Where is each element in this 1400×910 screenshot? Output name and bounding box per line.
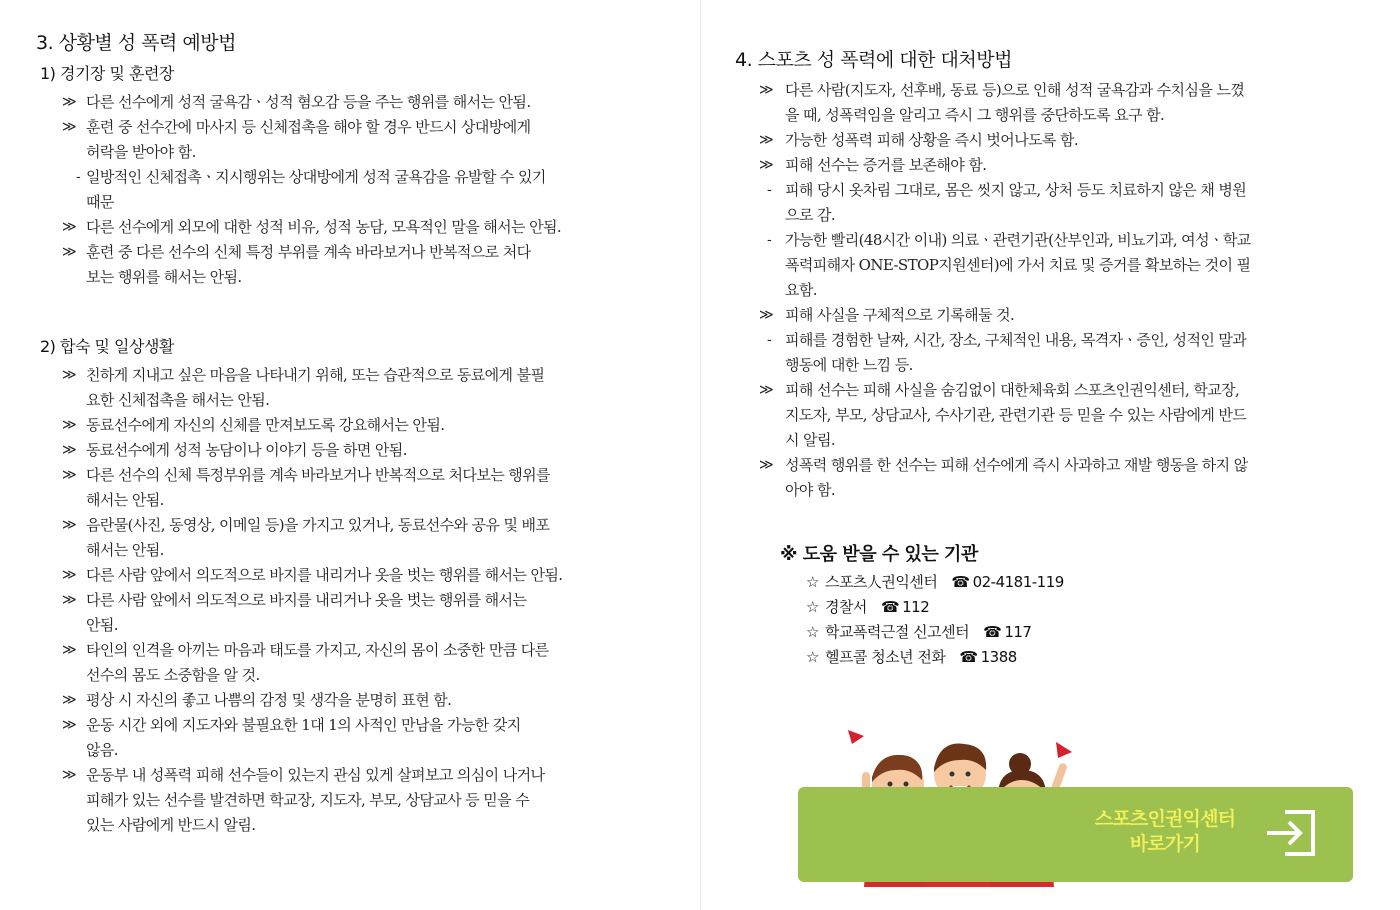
list-item-line: 피해 사실을 구체적으로 기록해둘 것. <box>785 306 1015 324</box>
list-item-line: 가능한 성폭력 피해 상황을 즉시 벗어나도록 함. <box>785 131 1079 149</box>
org-phone <box>881 598 929 616</box>
orgs-list <box>780 570 1180 670</box>
list-item-line: 다른 사람(지도자, 선후배, 동료 등)으로 인해 성적 굴욕감과 수치심을 느꼈 <box>785 81 1245 99</box>
section4-list <box>735 78 1335 503</box>
list-item-line: 동료선수에게 자신의 신체를 만져보도록 강요해서는 안됨. <box>86 416 445 434</box>
list-item-line: 피해 선수는 증거를 보존해야 함. <box>785 156 987 174</box>
double-arrow-bullet: ≫ <box>759 132 774 148</box>
org-row <box>780 595 1180 620</box>
column-divider <box>700 0 701 910</box>
star-icon: ☆ <box>806 573 819 591</box>
phone-icon: ☎ <box>983 623 1002 641</box>
left-column <box>36 28 646 838</box>
list-item-line: 다른 선수에게 성적 굴욕감ㆍ성적 혐오감 등을 주는 행위를 해서는 안됨. <box>86 93 531 111</box>
sub1-list <box>36 90 646 290</box>
list-item-line: 시 알림. <box>785 431 836 449</box>
list-item <box>735 378 1335 453</box>
list-item-line: 훈련 중 다른 선수의 신체 특정 부위를 계속 바라보거나 반복적으로 처다 <box>86 243 531 261</box>
org-phone <box>959 648 1016 666</box>
list-item-line: 성폭력 행위를 한 선수는 피해 선수에게 즉시 사과하고 재발 행동을 하지 않 <box>785 456 1248 474</box>
double-arrow-bullet: ≫ <box>759 457 774 473</box>
dash-bullet: - <box>76 169 81 185</box>
section3-title: 3. 상황별 성 폭력 예방법 <box>36 32 236 54</box>
banner-line1: 스포츠인권익센터 <box>1094 808 1236 830</box>
list-item-line: 다른 사람 앞에서 의도적으로 바지를 내리거나 옷을 벗는 행위를 해서는 안됨. <box>86 566 563 584</box>
phone-number: 112 <box>902 598 930 616</box>
banner-label[interactable] <box>1080 807 1250 857</box>
dash-bullet: - <box>767 232 772 248</box>
list-item-line: 선수의 몸도 소중함을 알 것. <box>86 666 260 684</box>
list-item-line: 요함. <box>785 281 817 299</box>
list-item <box>36 713 646 763</box>
double-arrow-bullet: ≫ <box>62 717 77 733</box>
double-arrow-bullet: ≫ <box>62 592 77 608</box>
list-item <box>735 328 1335 378</box>
double-arrow-bullet: ≫ <box>62 244 77 260</box>
double-arrow-bullet: ≫ <box>62 467 77 483</box>
org-phone <box>983 623 1031 641</box>
list-item-line: 행동에 대한 느낌 등. <box>785 356 913 374</box>
double-arrow-bullet: ≫ <box>62 567 77 583</box>
double-arrow-bullet: ≫ <box>759 157 774 173</box>
list-item-line: 안됨. <box>86 616 118 634</box>
sports-rights-center-link[interactable] <box>798 787 1353 882</box>
org-name: 학교폭력근절 신고센터 <box>824 623 970 641</box>
double-arrow-bullet: ≫ <box>62 119 77 135</box>
list-item-line: 때문 <box>86 193 114 211</box>
double-arrow-bullet: ≫ <box>62 692 77 708</box>
list-item-line: 일방적인 신체접촉ㆍ지시행위는 상대방에게 성적 굴욕감을 유발할 수 있기 <box>86 168 546 186</box>
list-item <box>36 438 646 463</box>
double-arrow-bullet: ≫ <box>759 307 774 323</box>
org-row <box>780 570 1180 595</box>
list-item-line: 다른 사람 앞에서 의도적으로 바지를 내리거나 옷을 벗는 행위를 해서는 <box>86 591 527 609</box>
phone-icon: ☎ <box>880 598 900 616</box>
org-row <box>780 620 1180 645</box>
list-item-line: 을 때, 성폭력임을 알리고 즉시 그 행위를 중단하도록 요구 함. <box>785 106 1165 124</box>
org-name: 경찰서 <box>824 598 867 616</box>
list-item-line: 음란물(사진, 동영상, 이메일 등)을 가지고 있거나, 동료선수와 공유 및 배포 <box>86 516 550 534</box>
double-arrow-bullet: ≫ <box>62 94 77 110</box>
list-item-line: 다른 선수의 신체 특정부위를 계속 바라보거나 반복적으로 처다보는 행위를 <box>86 466 550 484</box>
list-item <box>36 588 646 638</box>
section4-title: 4. 스포츠 성 폭력에 대한 대처방법 <box>735 49 1012 71</box>
list-item <box>735 303 1335 328</box>
list-item <box>36 90 646 115</box>
org-name: 헬프콜 청소년 전화 <box>824 648 946 666</box>
list-item-line: 허락을 받아야 함. <box>86 143 196 161</box>
list-item <box>36 240 646 290</box>
list-item <box>735 228 1335 303</box>
sub2-list <box>36 363 646 838</box>
double-arrow-bullet: ≫ <box>62 442 77 458</box>
list-item <box>36 638 646 688</box>
list-item-line: 다른 선수에게 외모에 대한 성적 비유, 성적 농담, 모욕적인 말을 해서는 안됨. <box>86 218 562 236</box>
list-item-line: 아야 함. <box>785 481 836 499</box>
list-item-line: 요한 신체접촉을 해서는 안됨. <box>86 391 270 409</box>
list-item <box>735 78 1335 128</box>
list-item <box>36 413 646 438</box>
double-arrow-bullet: ≫ <box>62 517 77 533</box>
list-item <box>36 463 646 513</box>
star-icon: ☆ <box>806 623 819 641</box>
banner-line2: 바로가기 <box>1129 833 1201 855</box>
dash-bullet: - <box>767 182 772 198</box>
list-item-line: 피해 당시 옷차림 그대로, 몸은 씻지 않고, 상처 등도 치료하지 않은 채 병원 <box>785 181 1247 199</box>
list-item-line: 해서는 안됨. <box>86 491 164 509</box>
list-item-line: 운동 시간 외에 지도자와 불필요한 1대 1의 사적인 만남을 가능한 갖지 <box>86 716 521 734</box>
list-item-line: 피해가 있는 선수를 발견하면 학교장, 지도자, 부모, 상담교사 등 믿을 수 <box>86 791 530 809</box>
list-item-line: 으로 감. <box>785 206 836 224</box>
list-item-line: 해서는 안됨. <box>86 541 164 559</box>
list-item <box>36 115 646 165</box>
list-item <box>36 513 646 563</box>
star-icon: ☆ <box>806 648 819 666</box>
sub1-title: 1) 경기장 및 훈련장 <box>40 64 174 83</box>
double-arrow-bullet: ≫ <box>62 767 77 783</box>
list-item-line: 동료선수에게 성적 농담이나 이야기 등을 하면 안됨. <box>86 441 407 459</box>
list-item-line: 피해를 경험한 날짜, 시간, 장소, 구체적인 내용, 목격자ㆍ증인, 성적인 말과 <box>785 331 1247 349</box>
double-arrow-bullet: ≫ <box>62 219 77 235</box>
orgs-title: ※ 도움 받을 수 있는 기관 <box>780 544 978 565</box>
phone-icon: ☎ <box>959 648 978 666</box>
phone-icon: ☎ <box>951 573 970 591</box>
list-item <box>735 178 1335 228</box>
double-arrow-bullet: ≫ <box>62 642 77 658</box>
phone-number: 02-4181-119 <box>972 573 1064 591</box>
org-name: 스포츠人권익센터 <box>824 573 938 591</box>
list-item-line: 피해 선수는 피해 사실을 숨김없이 대한체육회 스포츠인권익센터, 학교장, <box>785 381 1240 399</box>
phone-number: 1388 <box>980 648 1017 666</box>
list-item-line: 폭력피해자 ONE-STOP지원센터)에 가서 치료 및 증거를 확보하는 것이 필 <box>785 256 1251 274</box>
list-item <box>36 688 646 713</box>
flag-icon <box>1056 742 1072 758</box>
right-column <box>735 45 1335 503</box>
list-item-line: 평상 시 자신의 좋고 나쁨의 감정 및 생각을 분명히 표현 함. <box>86 691 452 709</box>
double-arrow-bullet: ≫ <box>62 417 77 433</box>
list-item <box>36 215 646 240</box>
list-item <box>36 165 646 215</box>
double-arrow-bullet: ≫ <box>759 82 774 98</box>
list-item-line: 훈련 중 선수간에 마사지 등 신체접촉을 해야 할 경우 반드시 상대방에게 <box>86 118 531 136</box>
phone-number: 117 <box>1004 623 1032 641</box>
org-row <box>780 645 1180 670</box>
sub2-title: 2) 합숙 및 일상생활 <box>40 337 174 356</box>
list-item-line: 친하게 지내고 싶은 마음을 나타내기 위해, 또는 습관적으로 동료에게 불필 <box>86 366 545 384</box>
list-item-line: 보는 행위를 해서는 안됨. <box>86 268 242 286</box>
list-item <box>36 763 646 838</box>
list-item <box>36 563 646 588</box>
flag-icon <box>848 730 864 744</box>
enter-arrow-icon[interactable] <box>1263 809 1319 857</box>
list-item <box>735 453 1335 503</box>
star-icon: ☆ <box>806 598 819 616</box>
list-item-line: 운동부 내 성폭력 피해 선수들이 있는지 관심 있게 살펴보고 의심이 나거나 <box>86 766 545 784</box>
list-item-line: 지도자, 부모, 상담교사, 수사기관, 관련기관 등 믿을 수 있는 사람에게 반드 <box>785 406 1247 424</box>
list-item-line: 있는 사람에게 반드시 알림. <box>86 816 256 834</box>
list-item-line: 가능한 빨리(48시간 이내) 의료ㆍ관련기관(산부인과, 비뇨기과, 여성ㆍ학교 <box>785 231 1251 249</box>
list-item-line: 타인의 인격을 아끼는 마음과 태도를 가지고, 자신의 몸이 소중한 만큼 다른 <box>86 641 549 659</box>
double-arrow-bullet: ≫ <box>62 367 77 383</box>
list-item <box>36 363 646 413</box>
dash-bullet: - <box>767 332 772 348</box>
list-item <box>735 153 1335 178</box>
list-item <box>735 128 1335 153</box>
double-arrow-bullet: ≫ <box>759 382 774 398</box>
list-item-line: 않음. <box>86 741 118 759</box>
org-phone <box>951 573 1063 591</box>
help-organizations <box>780 540 1180 670</box>
